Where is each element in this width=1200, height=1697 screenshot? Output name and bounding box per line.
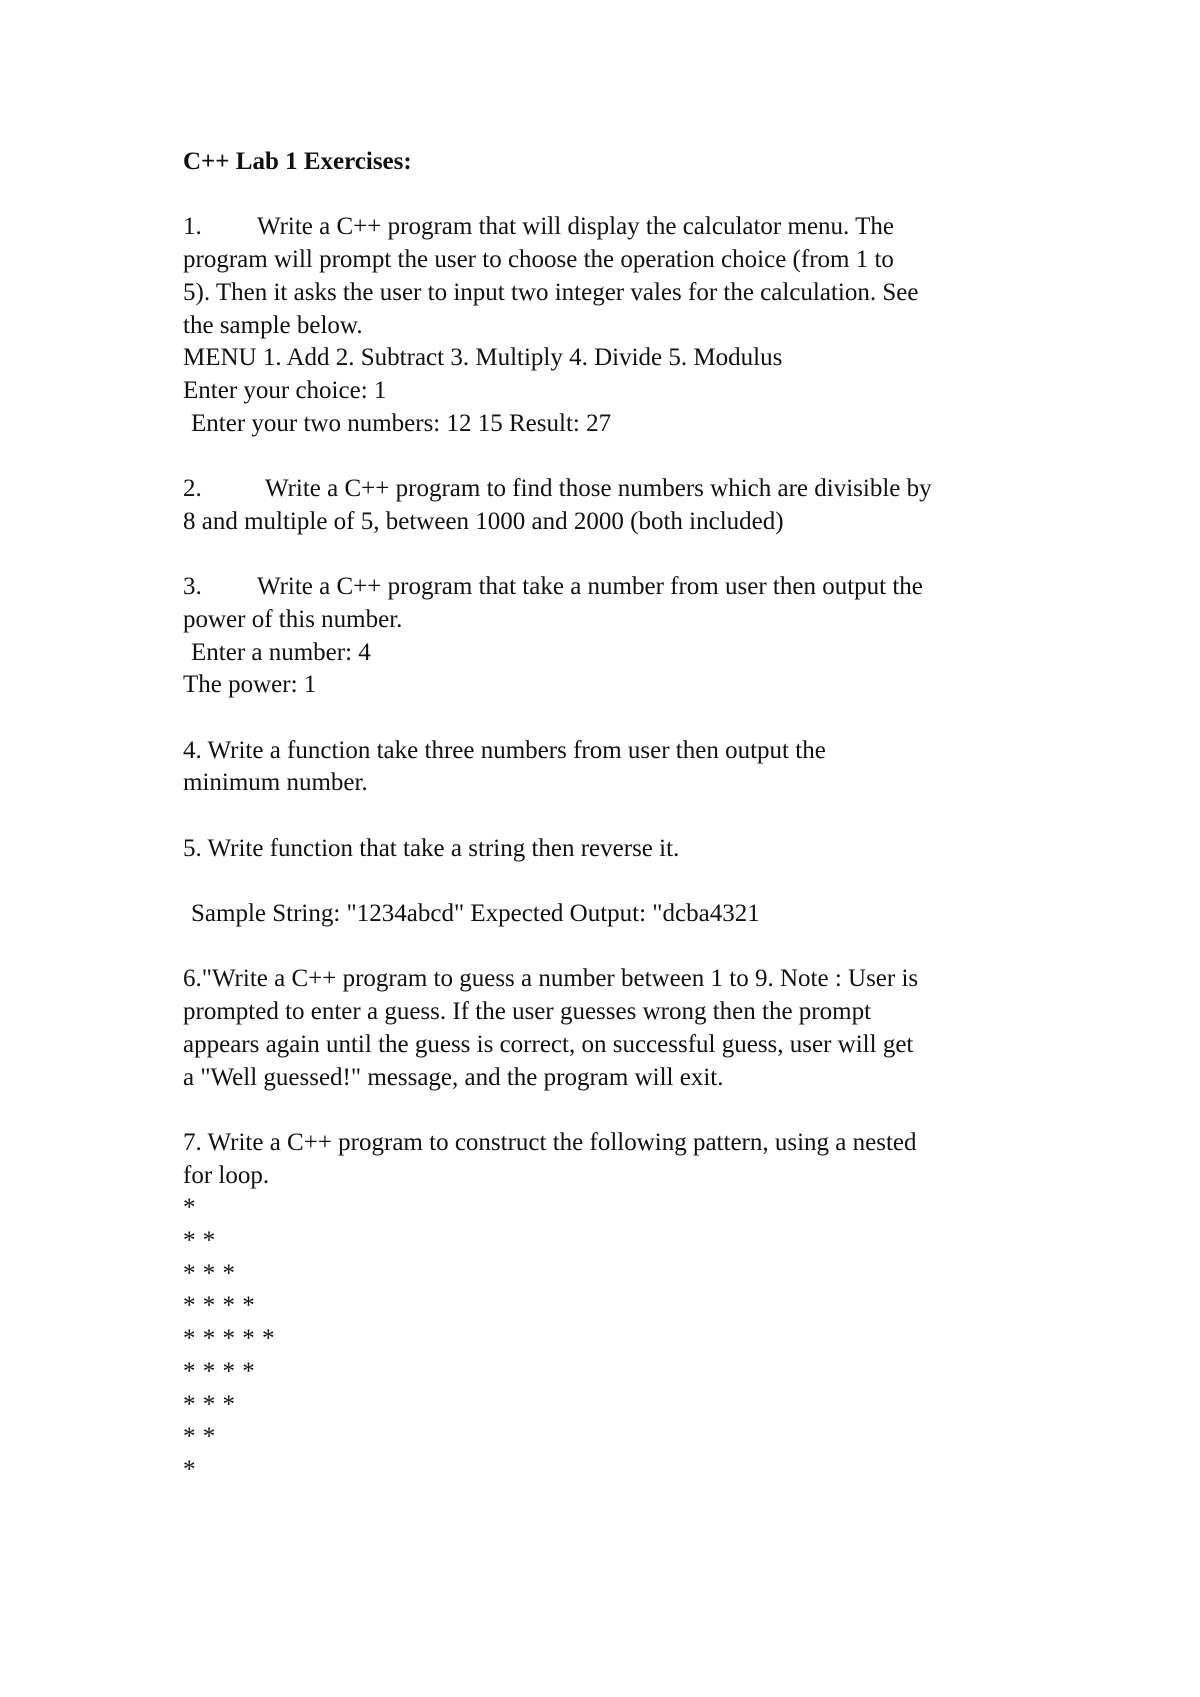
exercise-6-line-3: appears again until the guess is correct, on successful guess, user will get: [183, 1030, 914, 1058]
pattern-row: * *: [183, 1227, 216, 1255]
pattern-row: *: [183, 1194, 196, 1222]
exercise-1-menu: MENU 1. Add 2. Subtract 3. Multiply 4. Divide 5. Modulus: [183, 344, 783, 372]
exercise-2-line-2: 8 and multiple of 5, between 1000 and 2000 (both included): [183, 507, 784, 535]
pattern-row: * * * *: [183, 1357, 256, 1385]
exercise-7-line-1: 7. Write a C++ program to construct the following pattern, using a nested: [183, 1128, 917, 1156]
exercise-4-line-2: minimum number.: [183, 769, 368, 797]
pattern-row: * * * * *: [183, 1325, 275, 1353]
exercise-1-number: 1.: [183, 213, 202, 241]
exercise-2-text-1: Write a C++ program to find those numbers which are divisible by: [265, 475, 932, 502]
exercise-1-line-4: the sample below.: [183, 311, 363, 339]
exercise-6-line-1: 6."Write a C++ program to guess a number between 1 to 9. Note : User is: [183, 965, 919, 993]
exercise-5: [183, 833, 1043, 931]
blank-line: [183, 538, 1043, 571]
exercise-1: [183, 211, 1043, 440]
exercise-3-number: 3.: [183, 573, 202, 601]
exercise-3-sample-output: The power: 1: [183, 671, 317, 699]
document-body: [183, 146, 1043, 1487]
star-pattern: [183, 1192, 1043, 1486]
pattern-row: * * *: [183, 1390, 236, 1418]
exercise-5-line-1: 5. Write function that take a string then reverse it.: [183, 834, 680, 862]
exercise-1-line-2: program will prompt the user to choose the operation choice (from 1 to: [183, 246, 894, 274]
exercise-1-line-1: [183, 211, 1043, 244]
blank-line: [183, 702, 1043, 735]
blank-line: [183, 1094, 1043, 1127]
exercise-7-line-2: for loop.: [183, 1161, 270, 1189]
blank-line: [183, 931, 1043, 964]
exercise-4: [183, 735, 1043, 800]
pattern-row: * *: [183, 1423, 216, 1451]
exercise-3-line-2: power of this number.: [183, 605, 403, 633]
exercise-2-number: 2.: [183, 475, 202, 502]
exercise-6-line-2: prompted to enter a guess. If the user guesses wrong then the prompt: [183, 998, 872, 1026]
exercise-1-numbers: Enter your two numbers: 12 15 Result: 27: [191, 409, 612, 437]
blank-line: [183, 179, 1043, 212]
exercise-4-line-1: 4. Write a function take three numbers from user then output the: [183, 736, 826, 764]
pattern-row: * * *: [183, 1259, 236, 1287]
pattern-row: * * * *: [183, 1292, 256, 1320]
exercise-2-line-1: [183, 473, 1043, 506]
exercise-1-line-3: 5). Then it asks the user to input two integer vales for the calculation. See: [183, 278, 919, 306]
exercise-6-line-4: a "Well guessed!" message, and the program will exit.: [183, 1063, 724, 1091]
exercise-3-line-1: [183, 571, 1043, 604]
pattern-row: *: [183, 1456, 196, 1483]
exercise-7: [183, 1127, 1043, 1487]
blank-line: [183, 440, 1043, 473]
exercise-3-sample-input: Enter a number: 4: [191, 638, 371, 666]
exercise-3: [183, 571, 1043, 702]
exercise-1-choice: Enter your choice: 1: [183, 376, 387, 404]
exercise-6: [183, 963, 1043, 1094]
blank-line: [183, 865, 1043, 898]
exercise-2: [183, 473, 1043, 538]
exercise-1-text-1: Write a C++ program that will display the calculator menu. The: [257, 213, 894, 241]
exercise-5-sample: Sample String: "1234abcd" Expected Output: "dcba4321: [191, 900, 760, 928]
blank-line: [183, 800, 1043, 833]
exercise-3-text-1: Write a C++ program that take a number from user then output the: [257, 573, 923, 601]
document-title: C++ Lab 1 Exercises:: [183, 148, 412, 175]
